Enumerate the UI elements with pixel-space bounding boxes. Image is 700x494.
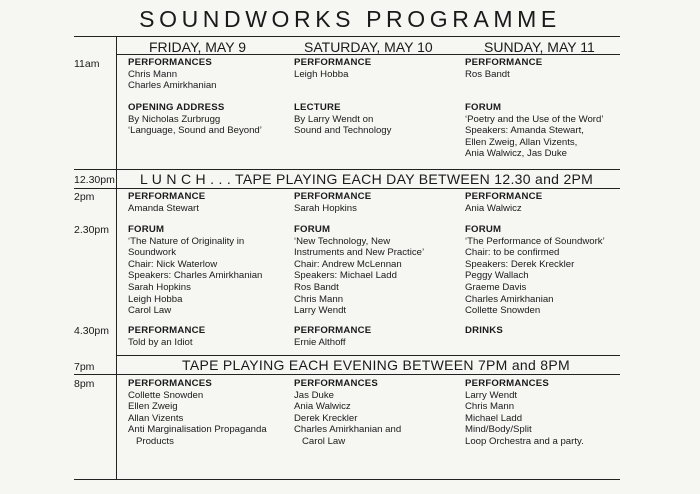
page-title: SOUNDWORKS PROGRAMME [139, 6, 561, 32]
session-line: Anti Marginalisation Propaganda [128, 424, 267, 436]
session-cell [128, 224, 262, 317]
session-line: Chris Mann [128, 68, 178, 80]
session-heading: PERFORMANCES [128, 378, 212, 389]
session-line: Ros Bandt [294, 281, 339, 293]
time-2pm: 2pm [74, 191, 95, 203]
session-line: Chris Mann [294, 293, 344, 305]
session-heading: PERFORMANCE [128, 325, 206, 336]
session-line: Jas Duke [294, 389, 334, 401]
session-line: Allan Vizents [128, 412, 184, 424]
session-heading: FORUM [465, 224, 502, 235]
session-cell [465, 325, 503, 337]
rule-evening-bottom [74, 374, 620, 375]
rule-lunch-bottom [74, 188, 620, 189]
evening-band: TAPE PLAYING EACH EVENING BETWEEN 7PM and 8PM [182, 357, 570, 373]
session-line: Chair: to be confirmed [465, 247, 560, 259]
session-cell [128, 102, 262, 137]
day-header-sunday: SUNDAY, MAY 11 [484, 39, 595, 55]
session-line: Sound and Technology [294, 125, 392, 137]
session-cell [465, 191, 542, 214]
session-cell [294, 191, 371, 214]
session-line: Speakers: Charles Amirkhanian [128, 270, 263, 282]
session-line: Ania Walwicz [465, 202, 522, 214]
session-heading: PERFORMANCE [294, 191, 372, 202]
session-line: Told by an Idiot [128, 336, 193, 348]
session-heading: PERFORMANCES [465, 378, 549, 389]
session-line: ‘New Technology, New [294, 235, 391, 247]
session-heading: FORUM [128, 224, 165, 235]
session-line: Larry Wendt [465, 389, 518, 401]
session-cell [294, 224, 424, 317]
session-heading: DRINKS [465, 325, 503, 336]
lunch-band: L U N C H . . . TAPE PLAYING EACH DAY BETWEEN 12.30 and 2PM [140, 171, 594, 187]
session-line: Charles Amirkhanian and [294, 424, 402, 436]
session-line: Mind/Body/Split [465, 424, 532, 436]
session-line: Leigh Hobba [294, 68, 349, 80]
session-heading: PERFORMANCES [294, 378, 378, 389]
session-cell [128, 57, 217, 92]
session-heading: FORUM [294, 224, 331, 235]
session-heading: PERFORMANCE [465, 57, 543, 68]
rule-left [116, 36, 117, 480]
session-line: By Nicholas Zurbrugg [128, 113, 221, 125]
session-cell [294, 102, 391, 137]
session-cell [128, 191, 205, 214]
session-line: Charles Amirkhanian [465, 293, 554, 305]
session-line: Amanda Stewart [128, 202, 199, 214]
session-heading: PERFORMANCE [294, 57, 372, 68]
session-line: Ellen Zweig [128, 401, 178, 413]
session-cell [465, 378, 584, 448]
session-line: Carol Law [302, 435, 346, 447]
session-line: ‘Poetry and the Use of the Word’ [465, 113, 604, 125]
session-line: Leigh Hobba [128, 293, 183, 305]
session-cell [128, 325, 205, 348]
session-line: Peggy Wallach [465, 270, 529, 282]
session-cell [465, 57, 542, 80]
session-line: Carol Law [128, 305, 172, 317]
session-line: ‘Language, Sound and Beyond’ [128, 125, 262, 137]
session-line: Products [136, 435, 174, 447]
session-line: Charles Amirkhanian [128, 80, 217, 92]
session-line: Soundwork [128, 247, 176, 259]
session-line: Speakers: Amanda Stewart, [465, 125, 584, 137]
time-11am: 11am [74, 58, 100, 70]
session-cell [294, 325, 371, 348]
session-line: Graeme Davis [465, 281, 527, 293]
session-heading: PERFORMANCES [128, 57, 212, 68]
session-line: Chris Mann [465, 401, 515, 413]
session-cell [294, 57, 371, 80]
session-heading: PERFORMANCE [465, 191, 543, 202]
session-line: ‘The Nature of Originality in [128, 235, 245, 247]
session-cell [465, 224, 605, 317]
session-line: Sarah Hopkins [128, 281, 191, 293]
day-header-friday: FRIDAY, MAY 9 [149, 39, 246, 55]
session-line: Speakers: Derek Kreckler [465, 258, 575, 270]
day-header-saturday: SATURDAY, MAY 10 [304, 39, 433, 55]
session-line: Collette Snowden [465, 305, 541, 317]
session-line: Chair: Andrew McLennan [294, 258, 402, 270]
session-line: Michael Ladd [465, 412, 523, 424]
rule-lunch-top [74, 169, 620, 170]
session-line: Ernie Althoff [294, 336, 346, 348]
time-7pm: 7pm [74, 361, 95, 373]
rule-evening-top [116, 355, 620, 356]
session-cell [294, 378, 401, 448]
session-line: By Larry Wendt on [294, 113, 374, 125]
session-line: Ros Bandt [465, 68, 510, 80]
session-heading: PERFORMANCE [294, 325, 372, 336]
session-line: Ellen Zweig, Allan Vizents, [465, 136, 578, 148]
session-line: Derek Kreckler [294, 412, 358, 424]
session-line: ‘The Performance of Soundwork’ [465, 235, 605, 247]
session-cell [465, 102, 603, 160]
session-heading: FORUM [465, 102, 502, 113]
session-line: Instruments and New Practice’ [294, 247, 425, 259]
session-line: Sarah Hopkins [294, 202, 357, 214]
session-line: Larry Wendt [294, 305, 347, 317]
session-heading: LECTURE [294, 102, 341, 113]
rule-top [74, 36, 620, 37]
session-line: Ania Walwicz [294, 401, 351, 413]
rule-bottom [74, 479, 620, 480]
session-line: Loop Orchestra and a party. [465, 435, 584, 447]
time-230pm: 2.30pm [74, 224, 110, 236]
session-line: Speakers: Michael Ladd [294, 270, 397, 282]
session-line: Collette Snowden [128, 389, 204, 401]
session-heading: PERFORMANCE [128, 191, 206, 202]
time-430pm: 4.30pm [74, 325, 110, 337]
session-line: Chair: Nick Waterlow [128, 258, 218, 270]
session-cell [128, 378, 267, 448]
time-1230pm: 12.30pm [74, 174, 115, 186]
session-heading: OPENING ADDRESS [128, 102, 225, 113]
session-line: Ania Walwicz, Jas Duke [465, 148, 568, 160]
time-8pm: 8pm [74, 378, 95, 390]
